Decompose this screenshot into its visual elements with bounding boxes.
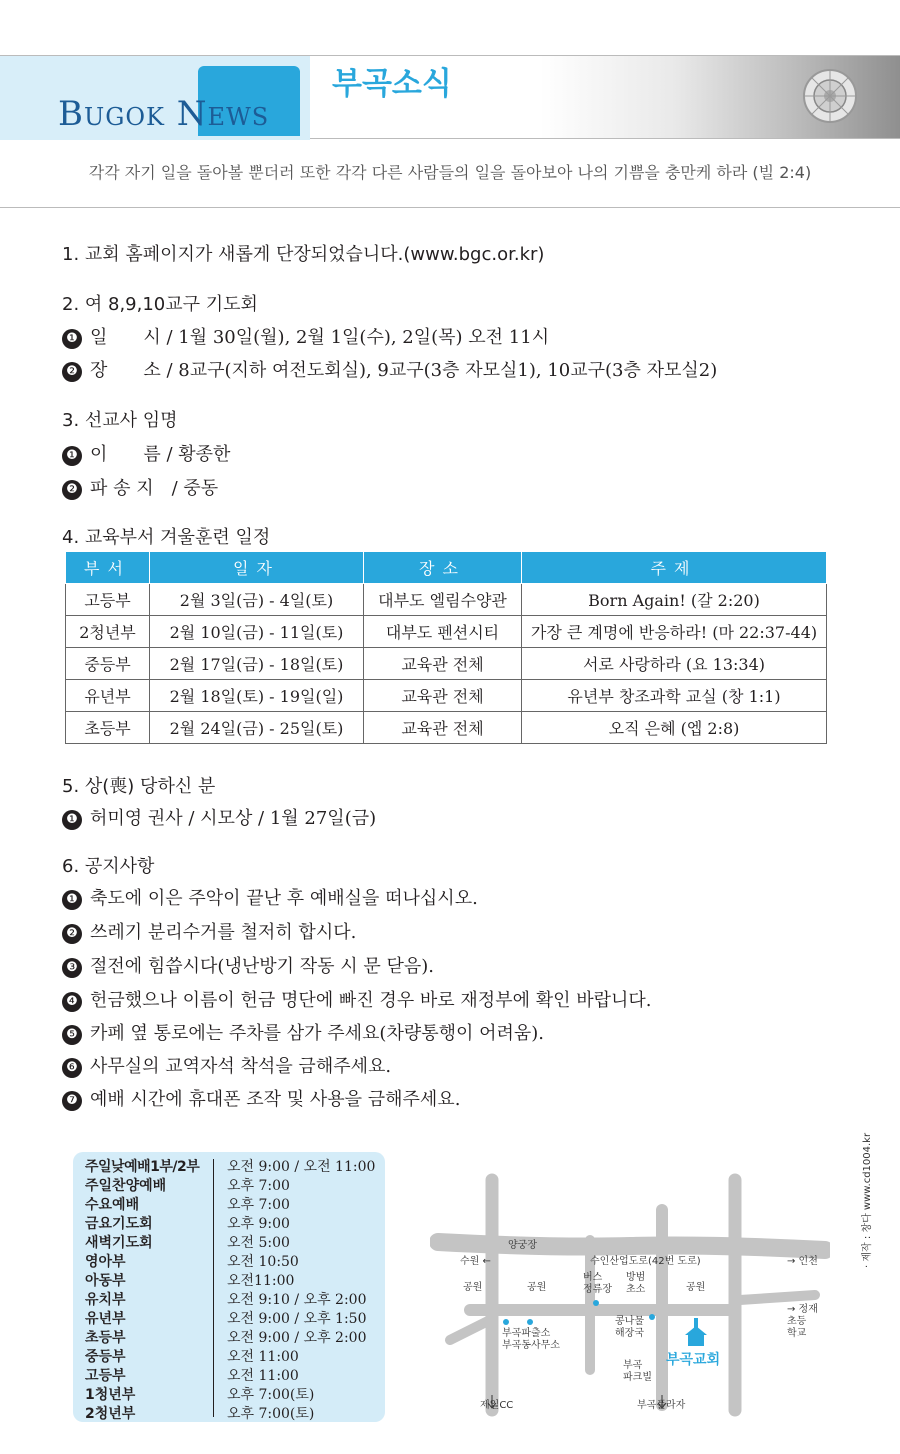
table-row bbox=[66, 648, 827, 680]
col-theme: 주제 bbox=[522, 552, 827, 584]
cell-date: 2월 10일(금) - 11일(토) bbox=[150, 616, 364, 648]
credit-text: · 제작 : 창다 www.cd1004.kr bbox=[862, 1132, 873, 1268]
cell-dept: 2청년부 bbox=[66, 616, 150, 648]
cell-place: 대부도 펜션시티 bbox=[364, 616, 522, 648]
item-notice-heading: 6. 공지사항 bbox=[62, 856, 155, 877]
number-1-icon: ❶ bbox=[62, 329, 82, 349]
number-2-icon: ❷ bbox=[62, 924, 82, 944]
missionary-name: ❶ 이 름 / 황종한 bbox=[62, 440, 230, 466]
cell-dept: 유년부 bbox=[66, 680, 150, 712]
logo-text: Bugok News bbox=[58, 94, 270, 134]
cell-place: 대부도 엘림수양관 bbox=[364, 584, 522, 616]
map-label-school: → 정재 초등 학교 bbox=[787, 1304, 818, 1339]
number-3-icon: ❸ bbox=[62, 958, 82, 978]
notice-3: ❸ 절전에 힘씁시다(냉난방기 작동 시 문 닫음). bbox=[62, 952, 434, 978]
number-2-icon: ❷ bbox=[62, 480, 82, 500]
location-map bbox=[430, 1170, 830, 1420]
col-place: 장소 bbox=[364, 552, 522, 584]
table-header-row bbox=[66, 552, 827, 584]
item-homepage: 1. 교회 홈페이지가 새롭게 단장되었습니다.(www.bgc.or.kr) bbox=[62, 244, 545, 265]
table-row bbox=[66, 680, 827, 712]
notice-6: ❻ 사무실의 교역자석 착석을 금해주세요. bbox=[62, 1052, 391, 1078]
map-label-parkville: 부곡 파크빌 bbox=[623, 1360, 652, 1383]
notice-2: ❷ 쓰레기 분리수거를 철저히 합시다. bbox=[62, 918, 356, 944]
map-label-plaza: 부곡플라자 bbox=[637, 1400, 686, 1411]
prayer-place: ❷ 장 소 / 8교구(지하 여전도회실), 9교구(3층 자모실1), 10교구(3층 자모실2) bbox=[62, 356, 717, 382]
cell-theme: 오직 은혜 (엡 2:8) bbox=[522, 712, 827, 744]
map-label-archery: 양궁장 bbox=[508, 1240, 537, 1251]
bereavement-detail: ❶ 허미영 권사 / 시모상 / 1월 27일(금) bbox=[62, 804, 376, 830]
table-row bbox=[66, 616, 827, 648]
map-label-highway: 수인산업도로(42번 도로) bbox=[590, 1256, 701, 1267]
table-row bbox=[66, 712, 827, 744]
map-label-police-box: 방범 초소 bbox=[626, 1272, 646, 1295]
cell-dept: 고등부 bbox=[66, 584, 150, 616]
cell-place: 교육관 전체 bbox=[364, 712, 522, 744]
table-row bbox=[66, 584, 827, 616]
number-1-icon: ❶ bbox=[62, 810, 82, 830]
training-schedule-table bbox=[65, 551, 827, 744]
map-label-police-office: 부곡파출소 부곡동사무소 bbox=[502, 1328, 560, 1351]
cell-date: 2월 3일(금) - 4일(토) bbox=[150, 584, 364, 616]
shell-decoration-icon bbox=[760, 60, 890, 136]
notice-1: ❶ 축도에 이은 주악이 끝난 후 예배실을 떠나십시오. bbox=[62, 884, 478, 910]
scripture-verse: 각각 자기 일을 돌아볼 뿐더러 또한 각각 다른 사람들의 일을 돌아보아 나의 기쁨을 충만케 하라 (빌 2:4) bbox=[88, 163, 812, 182]
notice-5: ❺ 카페 옆 통로에는 주차를 삼가 주세요(차량통행이 어려움). bbox=[62, 1019, 544, 1045]
cell-dept: 중등부 bbox=[66, 648, 150, 680]
missionary-destination: ❷ 파 송 지 / 중동 bbox=[62, 474, 218, 500]
map-label-restaurant: 콩나물 해장국 bbox=[615, 1316, 644, 1339]
map-label-park: 공원 bbox=[463, 1282, 483, 1293]
divider bbox=[0, 207, 900, 208]
map-label-park: 공원 bbox=[686, 1282, 706, 1293]
number-2-icon: ❷ bbox=[62, 362, 82, 382]
map-label-suwon: 수원 ← bbox=[460, 1256, 491, 1267]
service-times-box: 주일낮예배1부/2부 오전 9:00 / 오전 11:00 주일찬양예배 오후 7:00 수요예배 오후 7:00 금요기도회 오후 9:00 새벽기도회 오전 5:00 영아부 오전 10:50 아동부 오전11:00 유치부 오전 9:10 / 오후 2:00 유년부 오전 9:00 / 오후 1:50 초등부 오전 9:00 / 오후 2:00 중등부 오전 11:00 고등부 오전 11:00 1청년부 오후 7:00(토) 2청년부 오후 7:00(토) bbox=[73, 1152, 385, 1422]
map-label-incheon: → 인천 bbox=[787, 1256, 818, 1267]
cell-date: 2월 18일(토) - 19일(일) bbox=[150, 680, 364, 712]
header-banner bbox=[0, 55, 900, 139]
cell-date: 2월 24일(금) - 25일(토) bbox=[150, 712, 364, 744]
cell-place: 교육관 전체 bbox=[364, 680, 522, 712]
logo-area bbox=[0, 56, 310, 140]
notice-7: ❼ 예배 시간에 휴대폰 조작 및 사용을 금해주세요. bbox=[62, 1085, 460, 1111]
map-label-church: 부곡교회 bbox=[666, 1352, 721, 1368]
cell-place: 교육관 전체 bbox=[364, 648, 522, 680]
service-divider bbox=[213, 1159, 214, 1417]
col-dept: 부서 bbox=[66, 552, 150, 584]
number-1-icon: ❶ bbox=[62, 446, 82, 466]
cell-theme: 가장 큰 계명에 반응하라! (마 22:37-44) bbox=[522, 616, 827, 648]
item-prayer-heading: 2. 여 8,9,10교구 기도회 bbox=[62, 294, 258, 315]
item-training-heading: 4. 교육부서 겨울훈련 일정 bbox=[62, 527, 271, 548]
map-label-park: 공원 bbox=[527, 1282, 547, 1293]
cell-date: 2월 17일(금) - 18일(토) bbox=[150, 648, 364, 680]
cell-theme: 유년부 창조과학 교실 (창 1:1) bbox=[522, 680, 827, 712]
number-5-icon: ❺ bbox=[62, 1025, 82, 1045]
item-bereavement-heading: 5. 상(喪) 당하신 분 bbox=[62, 776, 216, 797]
item-missionary-heading: 3. 선교사 임명 bbox=[62, 410, 178, 431]
col-date: 일자 bbox=[150, 552, 364, 584]
number-4-icon: ❹ bbox=[62, 992, 82, 1012]
cell-theme: Born Again! (갈 2:20) bbox=[522, 584, 827, 616]
map-label-jeil-cc: 제일CC bbox=[480, 1400, 514, 1411]
number-7-icon: ❼ bbox=[62, 1091, 82, 1111]
number-6-icon: ❻ bbox=[62, 1058, 82, 1078]
cell-dept: 초등부 bbox=[66, 712, 150, 744]
map-label-bus-stop: 버스 정류장 bbox=[583, 1272, 612, 1295]
page-title: 부곡소식 bbox=[332, 66, 452, 102]
notice-4: ❹ 헌금했으나 이름이 헌금 명단에 빠진 경우 바로 재정부에 확인 바랍니다. bbox=[62, 986, 651, 1012]
number-1-icon: ❶ bbox=[62, 890, 82, 910]
cell-theme: 서로 사랑하라 (요 13:34) bbox=[522, 648, 827, 680]
prayer-date: ❶ 일 시 / 1월 30일(월), 2월 1일(수), 2일(목) 오전 11시 bbox=[62, 323, 549, 349]
